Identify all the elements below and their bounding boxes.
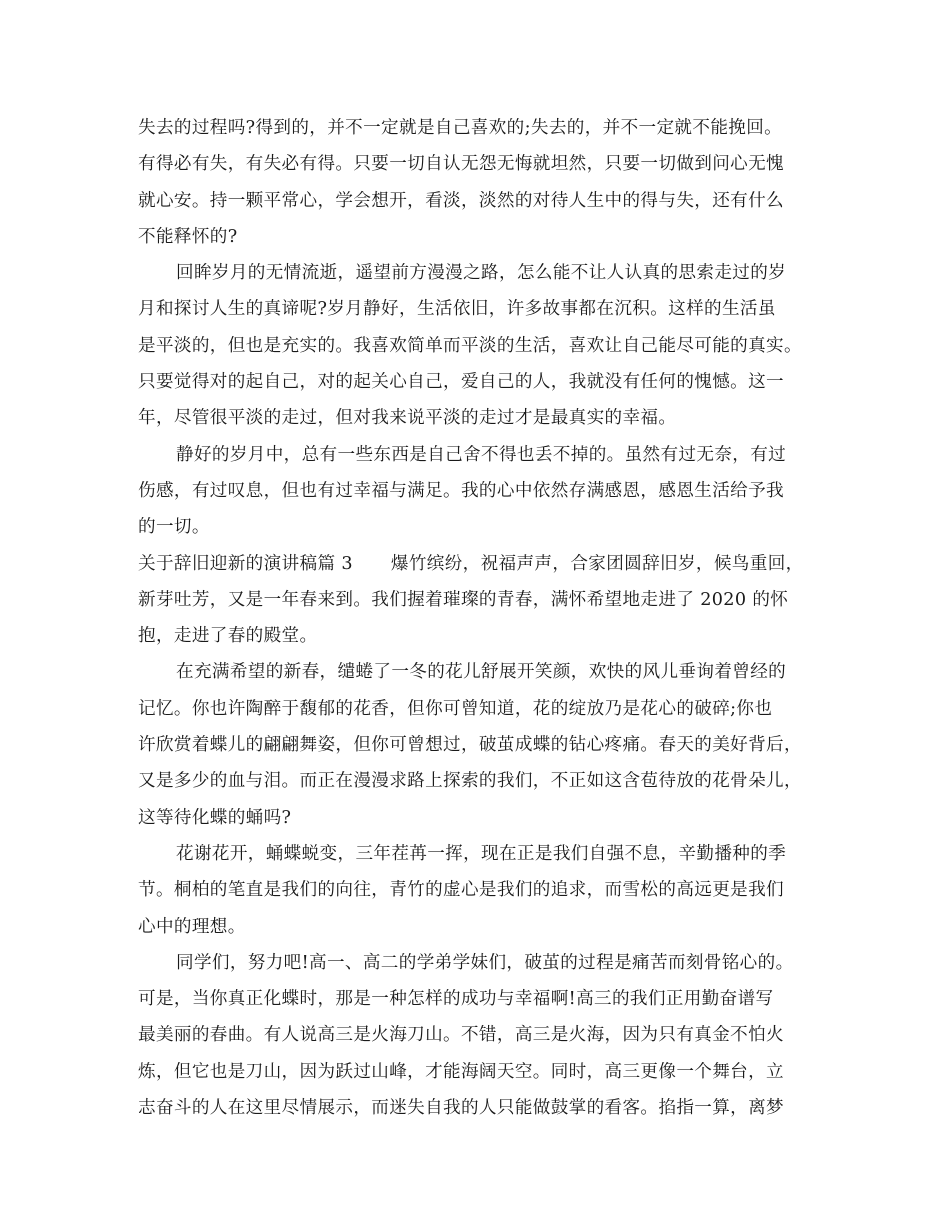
text-line: 失去的过程吗?得到的，并不一定就是自己喜欢的;失去的，并不一定就不能挽回。 bbox=[138, 118, 783, 138]
paragraph-first-line: 同学们，努力吧!高一、高二的学弟学妹们，破茧的过程是痛苦而刻骨铭心的。 bbox=[176, 952, 794, 973]
text-line: 月和探讨人生的真谛呢?岁月静好，生活依旧，许多故事都在沉积。这样的生活虽 bbox=[138, 299, 776, 320]
text-line: 不能释怀的? bbox=[138, 226, 238, 247]
text-line: 就心安。持一颗平常心，学会想开，看淡，淡然的对待人生中的得与失，还有什么 bbox=[138, 190, 784, 211]
text-line: 年，尽管很平淡的走过，但对我来说平淡的走过才是最真实的幸福。 bbox=[138, 408, 677, 429]
text-line: 爆竹缤纷，祝福声声，合家团圆辞旧岁，候鸟重回， bbox=[390, 553, 804, 574]
paragraph-first-line: 花谢花开，蛹蝶蜕变，三年茬苒一挥，现在正是我们自强不息，辛勤播种的季 bbox=[176, 843, 787, 864]
text-line: 炼，但它也是刀山，因为跃过山峰，才能海阔天空。同时，高三更像一个舞台，立 bbox=[138, 1061, 784, 1082]
text-line: 许欣赏着蝶儿的翩翩舞姿，但你可曾想过，破茧成蝶的钻心疼痛。春天的美好背后， bbox=[138, 735, 802, 756]
paragraph-first-line: 在充满希望的新春，缱蜷了一冬的花儿舒展开笑颜，欢快的风儿垂询着曾经的 bbox=[176, 662, 787, 683]
text-line: 可是，当你真正化蝶时，那是一种怎样的成功与幸福啊!高三的我们正用勤奋谱写 bbox=[138, 989, 774, 1010]
text-line: 伤感，有过叹息，但也有过幸福与满足。我的心中依然存满感恩，感恩生活给予我 bbox=[138, 480, 784, 501]
paragraph-first-line: 回眸岁月的无情流逝，遥望前方漫漫之路，怎么能不让人认真的思索走过的岁 bbox=[176, 263, 787, 284]
text-line: 是平淡的，但也是充实的。我喜欢简单而平淡的生活，喜欢让自己能尽可能的真实。 bbox=[138, 335, 802, 356]
body-text bbox=[138, 110, 828, 1126]
text-line: 的一切。 bbox=[138, 517, 210, 538]
section-heading: 关于辞旧迎新的演讲稿篇 3 bbox=[138, 553, 353, 574]
text-line: 记忆。你也许陶醉于馥郁的花香，但你可曾知道，花的绽放乃是花心的破碎;你也 bbox=[138, 698, 773, 719]
text-line: 心中的理想。 bbox=[138, 916, 246, 937]
paragraph-first-line: 静好的岁月中，总有一些东西是自己舍不得也丢不掉的。虽然有过无奈，有过 bbox=[176, 444, 787, 465]
text-line: 又是多少的血与泪。而正在漫漫求路上探索的我们，不正如这含苞待放的花骨朵儿， bbox=[138, 771, 802, 792]
text-line: 只要觉得对的起自己，对的起关心自己，爱自己的人，我就没有任何的愧憾。这一 bbox=[138, 372, 784, 393]
text-line: 这等待化蝶的蛹吗? bbox=[138, 807, 292, 828]
text-line: 最美丽的春曲。有人说高三是火海刀山。不错，高三是火海，因为只有真金不怕火 bbox=[138, 1025, 784, 1046]
text-line: 新芽吐芳，又是一年春来到。我们握着璀璨的青春，满怀希望地走进了 2020 的怀 bbox=[138, 589, 789, 610]
text-line: 有得必有失，有失必有得。只要一切自认无怨无悔就坦然，只要一切做到问心无愧 bbox=[138, 154, 784, 175]
text-line: 志奋斗的人在这里尽情展示，而迷失自我的人只能做鼓掌的看客。掐指一算，离梦 bbox=[138, 1098, 784, 1119]
section-heading-line bbox=[138, 546, 828, 582]
text-line: 节。桐柏的笔直是我们的向往，青竹的虚心是我们的追求，而雪松的高远更是我们 bbox=[138, 880, 784, 901]
text-line: 抱，走进了春的殿堂。 bbox=[138, 626, 318, 647]
